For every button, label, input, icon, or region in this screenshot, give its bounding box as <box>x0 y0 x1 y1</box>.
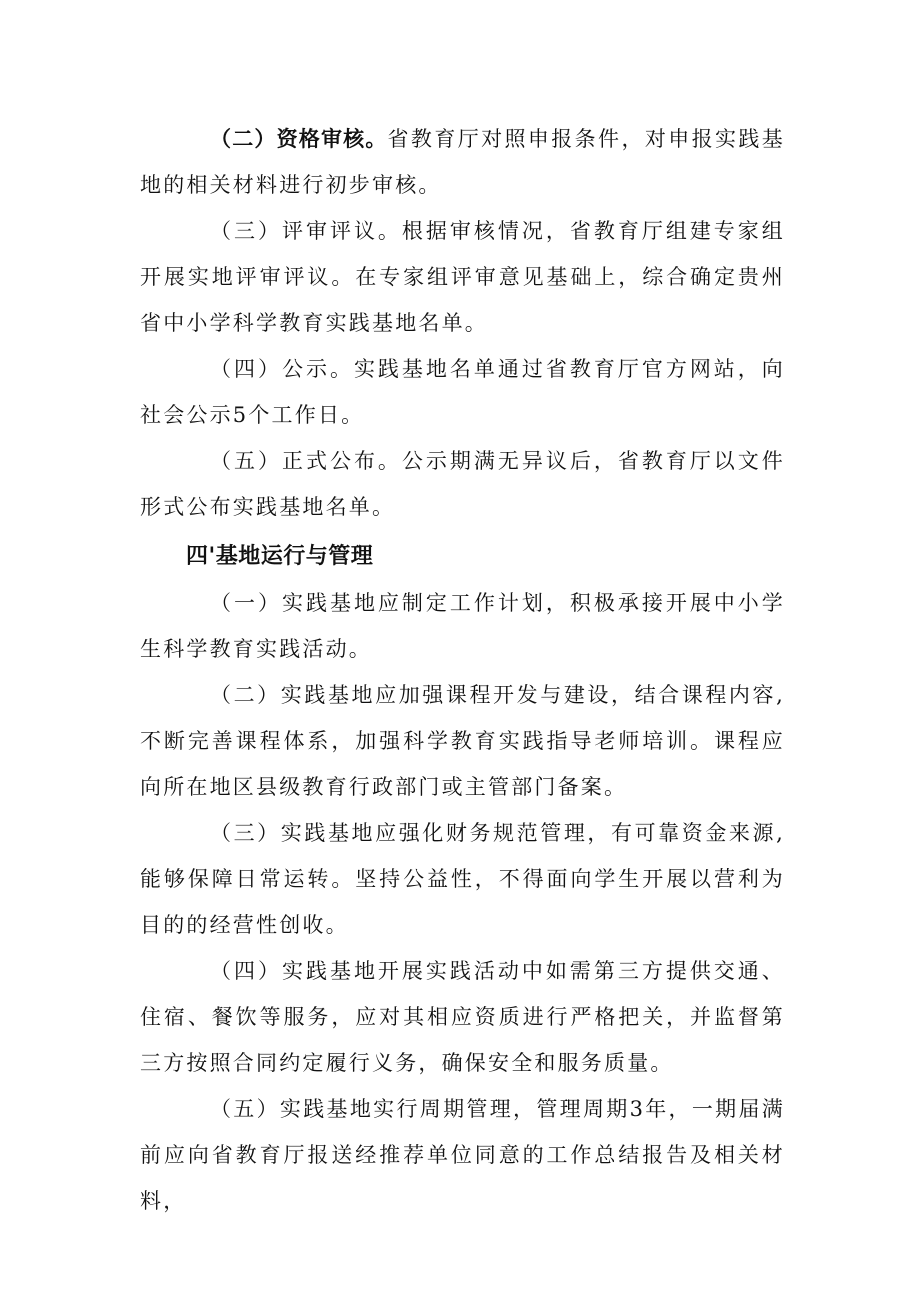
section-heading: 四'基地运行与管理 <box>186 544 374 569</box>
paragraph-official-announcement: （五）正式公布。公示期满无异议后，省教育厅以文件形式公布实践基地名单。 <box>140 449 785 519</box>
paragraph-qualification-review <box>140 116 785 208</box>
paragraph-expert-review: （三）评审评议。根据审核情况，省教育厅组建专家组开展实地评审评议。在专家组评审意见基础上，综合确定贵州省中小学科学教育实践基地名单。 <box>140 219 785 335</box>
paragraph-curriculum: （二）实践基地应加强课程开发与建设，结合课程内容,不断完善课程体系，加强科学教育实践指导老师培训。课程应向所在地区县级教育行政部门或主管部门备案。 <box>140 683 785 799</box>
paragraph-text: 省教育厅对照申报条件，对申报实践基地的相关材料进行初步审核。 <box>140 127 785 197</box>
paragraph-work-plan: （一）实践基地应制定工作计划，积极承接开展中小学生科学教育实践活动。 <box>140 591 785 661</box>
paragraph-public-notice: （四）公示。实践基地名单通过省教育厅官方网站，向社会公示5个工作日。 <box>140 357 785 427</box>
paragraph-finance: （三）实践基地应强化财务规范管理，有可靠资金来源,能够保障日常运转。坚持公益性，不得面向学生开展以营利为目的的经营性创收。 <box>140 821 785 937</box>
paragraph-cycle-management: （五）实践基地实行周期管理，管理周期3年，一期届满前应向省教育厅报送经推荐单位同意的工作总结报告及相关材料， <box>140 1097 785 1213</box>
paragraph-lead: （二）资格审核。 <box>210 127 388 151</box>
paragraph-third-party: （四）实践基地开展实践活动中如需第三方提供交通、住宿、餐饮等服务，应对其相应资质进行严格把关，并监督第三方按照合同约定履行义务，确保安全和服务质量。 <box>140 959 785 1075</box>
